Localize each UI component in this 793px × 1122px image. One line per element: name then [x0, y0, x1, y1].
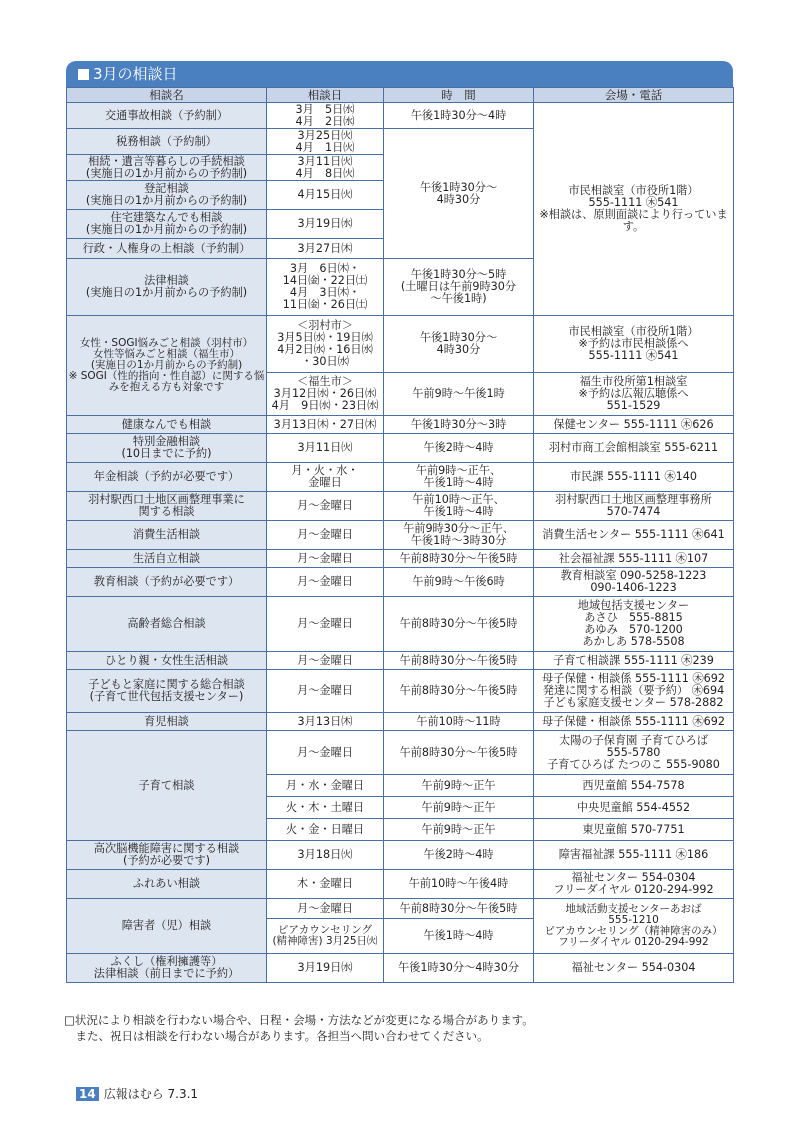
consult-venue: 地域包括支援センター あさひ 555-8815 あゆみ 570-1200 あかしあ 578-5508	[534, 597, 734, 652]
consult-time: 午前8時30分～午後5時	[384, 652, 534, 670]
consult-venue: 母子保健・相談係 555-1111 ㊍692 発達に関する相談（要予約） ㊍694 子ども家庭支援センター 578-2882	[534, 670, 734, 713]
consult-venue: 市民相談室（市役所1階） 555-1111 ㊍541 ※相談は、原則面談により行っています。	[534, 103, 734, 316]
consult-date: 3月 5日㈬ 4月 2日㈬	[267, 103, 384, 129]
table-row	[67, 841, 734, 870]
table-header	[67, 88, 734, 103]
consult-name: 高次脳機能障害に関する相談 (予約が必要です)	[67, 841, 267, 870]
consult-venue: 羽村駅西口土地区画整理事務所 570-7474	[534, 492, 734, 521]
consult-time: 午前8時30分～午後5時	[384, 899, 534, 919]
consult-time: 午後2時～4時	[384, 841, 534, 870]
consult-venue: 福生市役所第1相談室 ※予約は広報広聴係へ 551-1529	[534, 373, 734, 416]
header-cell: 相談名	[67, 88, 267, 103]
notes: □状況により相談を行わない場合や、日程・会場・方法などが変更になる場合があります。 また、祝日は相談を行わない場合があります。各担当へ問い合わせてください。	[64, 1013, 534, 1043]
consult-time: 午後1時30分～4時30分	[384, 954, 534, 983]
consult-venue: 東児童館 570-7751	[534, 819, 734, 841]
table-row	[67, 731, 734, 775]
consult-name: 羽村駅西口土地区画整理事業に 関する相談	[67, 492, 267, 521]
publication-name: 広報はむら 7.3.1	[103, 1087, 199, 1101]
consult-name: 行政・人権身の上相談（予約制）	[67, 239, 267, 259]
consult-venue: 太陽の子保育園 子育てひろば 555-5780 子育てひろば たつのこ 555-9080	[534, 731, 734, 775]
consult-name: 女性・SOGI悩みごと相談（羽村市） 女性等悩みごと相談（福生市） (実施日の1か月前からの予約制) ※ SOGI（性的指向・性自認）に関する悩みを抱える方も対象です	[67, 316, 267, 416]
consult-time: 午前10時～午後4時	[384, 870, 534, 899]
table-row	[67, 103, 734, 129]
table-row	[67, 652, 734, 670]
square-icon	[78, 69, 89, 80]
consult-date: ＜福生市＞ 3月12日㈬・26日㈬ 4月 9日㈬・23日㈬	[267, 373, 384, 416]
table-row	[67, 316, 734, 373]
consult-name: ひとり親・女性生活相談	[67, 652, 267, 670]
consult-time: 午前8時30分～午後5時	[384, 731, 534, 775]
consult-time: 午後1時30分～ 4時30分	[384, 316, 534, 373]
consult-time: 午前9時～午後1時	[384, 373, 534, 416]
table-row	[67, 550, 734, 568]
consult-date: 火・木・土曜日	[267, 797, 384, 819]
consult-time: 午前8時30分～午後5時	[384, 670, 534, 713]
consult-time: 午前9時～正午	[384, 775, 534, 797]
consult-date: 月～金曜日	[267, 568, 384, 597]
consult-venue: 保健センター 555-1111 ㊍626	[534, 416, 734, 434]
table-row	[67, 670, 734, 713]
consult-date: 3月13日㈭	[267, 713, 384, 731]
page-title: 3月の相談日	[93, 65, 178, 83]
consult-time: 午後1時～4時	[384, 919, 534, 954]
consult-venue: 羽村市商工会館相談室 555-6211	[534, 434, 734, 463]
consult-name: 相続・遺言等暮らしの手続相談 (実施日の1か月前からの予約制)	[67, 155, 267, 181]
consult-date: 月～金曜日	[267, 652, 384, 670]
table-row	[67, 597, 734, 652]
consult-venue: 中央児童館 554-4552	[534, 797, 734, 819]
consult-date: 3月11日㈫ 4月 8日㈫	[267, 155, 384, 181]
consult-name: 生活自立相談	[67, 550, 267, 568]
consult-venue: 障害福祉課 555-1111 ㊍186	[534, 841, 734, 870]
consult-date: 月～金曜日	[267, 597, 384, 652]
consult-name: 健康なんでも相談	[67, 416, 267, 434]
table-row	[67, 492, 734, 521]
consult-time: 午前9時～正午	[384, 797, 534, 819]
consult-time: 午前9時30分～正午、 午後1時～3時30分	[384, 521, 534, 550]
consult-time: 午後1時30分～3時	[384, 416, 534, 434]
consultation-table	[66, 87, 734, 983]
consult-name: 子どもと家庭に関する総合相談 (子育て世代包括支援センター)	[67, 670, 267, 713]
consult-name: 法律相談 (実施日の1か月前からの予約制)	[67, 259, 267, 316]
consult-name: 登記相談 (実施日の1か月前からの予約制)	[67, 181, 267, 210]
header-cell: 会場・電話	[534, 88, 734, 103]
table-row	[67, 463, 734, 492]
consult-name: 税務相談（予約制）	[67, 129, 267, 155]
table-row	[67, 568, 734, 597]
consult-date: 木・金曜日	[267, 870, 384, 899]
consult-date: 3月19日㈬	[267, 954, 384, 983]
consult-time: 午後1時30分～ 4時30分	[384, 129, 534, 259]
consult-date: 月～金曜日	[267, 492, 384, 521]
consult-date: 4月15日㈫	[267, 181, 384, 210]
consult-date: 月～金曜日	[267, 731, 384, 775]
consult-venue: 社会福祉課 555-1111 ㊍107	[534, 550, 734, 568]
table-row	[67, 521, 734, 550]
consult-date: 3月27日㈭	[267, 239, 384, 259]
consult-venue: 消費生活センター 555-1111 ㊍641	[534, 521, 734, 550]
header-cell: 相談日	[267, 88, 384, 103]
consult-name: 特別金融相談 (10日までに予約)	[67, 434, 267, 463]
consult-time: 午前8時30分～午後5時	[384, 550, 534, 568]
consult-date: 月～金曜日	[267, 521, 384, 550]
consult-date: 3月 6日㈭・ 14日㈮・22日㈯ 4月 3日㈭・ 11日㈮・26日㈯	[267, 259, 384, 316]
consult-time: 午前9時～正午	[384, 819, 534, 841]
section-title-banner	[66, 61, 733, 87]
consult-time: 午前9時～午後6時	[384, 568, 534, 597]
consult-time: 午後2時～4時	[384, 434, 534, 463]
consult-date: 月～金曜日	[267, 550, 384, 568]
consult-name: 住宅建築なんでも相談 (実施日の1か月前からの予約制)	[67, 210, 267, 239]
consult-time: 午前8時30分～午後5時	[384, 597, 534, 652]
consult-date: 月～金曜日	[267, 899, 384, 919]
table-row	[67, 870, 734, 899]
consult-date: 3月13日㈭・27日㈭	[267, 416, 384, 434]
consult-date: 3月18日㈫	[267, 841, 384, 870]
table-row	[67, 434, 734, 463]
consult-name: 子育て相談	[67, 731, 267, 841]
consult-time: 午前10時～正午、 午後1時～4時	[384, 492, 534, 521]
consult-name: 交通事故相談（予約制）	[67, 103, 267, 129]
consult-date: ＜羽村市＞ 3月5日㈬・19日㈬ 4月2日㈬・16日㈬ ・30日㈬	[267, 316, 384, 373]
consult-name: 障害者（児）相談	[67, 899, 267, 954]
consult-name: 年金相談（予約が必要です）	[67, 463, 267, 492]
table-row	[67, 899, 734, 919]
table-row	[67, 713, 734, 731]
consult-time: 午前9時～正午、 午後1時～4時	[384, 463, 534, 492]
consult-date: 月・火・水・ 金曜日	[267, 463, 384, 492]
footer	[76, 1085, 198, 1102]
page-number: 14	[76, 1087, 99, 1101]
consult-name: 育児相談	[67, 713, 267, 731]
consult-name: 高齢者総合相談	[67, 597, 267, 652]
consult-venue: 福祉センター 554-0304	[534, 954, 734, 983]
consult-date: 3月11日㈫	[267, 434, 384, 463]
consult-name: 消費生活相談	[67, 521, 267, 550]
consult-venue: 地域活動支援センターあおば 555-1210 ピアカウンセリング（精神障害のみ） フリーダイヤル 0120-294-992	[534, 899, 734, 954]
consult-venue: 市民課 555-1111 ㊍140	[534, 463, 734, 492]
consult-date: 火・金・日曜日	[267, 819, 384, 841]
consult-venue: 教育相談室 090-5258-1223 090-1406-1223	[534, 568, 734, 597]
consult-date: 月～金曜日	[267, 670, 384, 713]
consult-venue: 市民相談室（市役所1階） ※予約は市民相談係へ 555-1111 ㊍541	[534, 316, 734, 373]
consult-venue: 西児童館 554-7578	[534, 775, 734, 797]
consult-time: 午前10時～11時	[384, 713, 534, 731]
consult-name: ふくし（権利擁護等） 法律相談（前日までに予約）	[67, 954, 267, 983]
table-row	[67, 416, 734, 434]
consult-venue: 子育て相談課 555-1111 ㊍239	[534, 652, 734, 670]
consult-name: ふれあい相談	[67, 870, 267, 899]
consult-venue: 母子保健・相談係 555-1111 ㊍692	[534, 713, 734, 731]
consult-name: 教育相談（予約が必要です）	[67, 568, 267, 597]
consult-date: 3月25日㈫ 4月 1日㈫	[267, 129, 384, 155]
header-cell: 時 間	[384, 88, 534, 103]
consult-venue: 福祉センター 554-0304 フリーダイヤル 0120-294-992	[534, 870, 734, 899]
table-row	[67, 954, 734, 983]
consult-time: 午後1時30分～5時 (土曜日は午前9時30分 ～午後1時)	[384, 259, 534, 316]
consult-time: 午後1時30分～4時	[384, 103, 534, 129]
consult-date: ピアカウンセリング (精神障害) 3月25日㈫	[267, 919, 384, 954]
consult-date: 3月19日㈬	[267, 210, 384, 239]
consult-date: 月・水・金曜日	[267, 775, 384, 797]
